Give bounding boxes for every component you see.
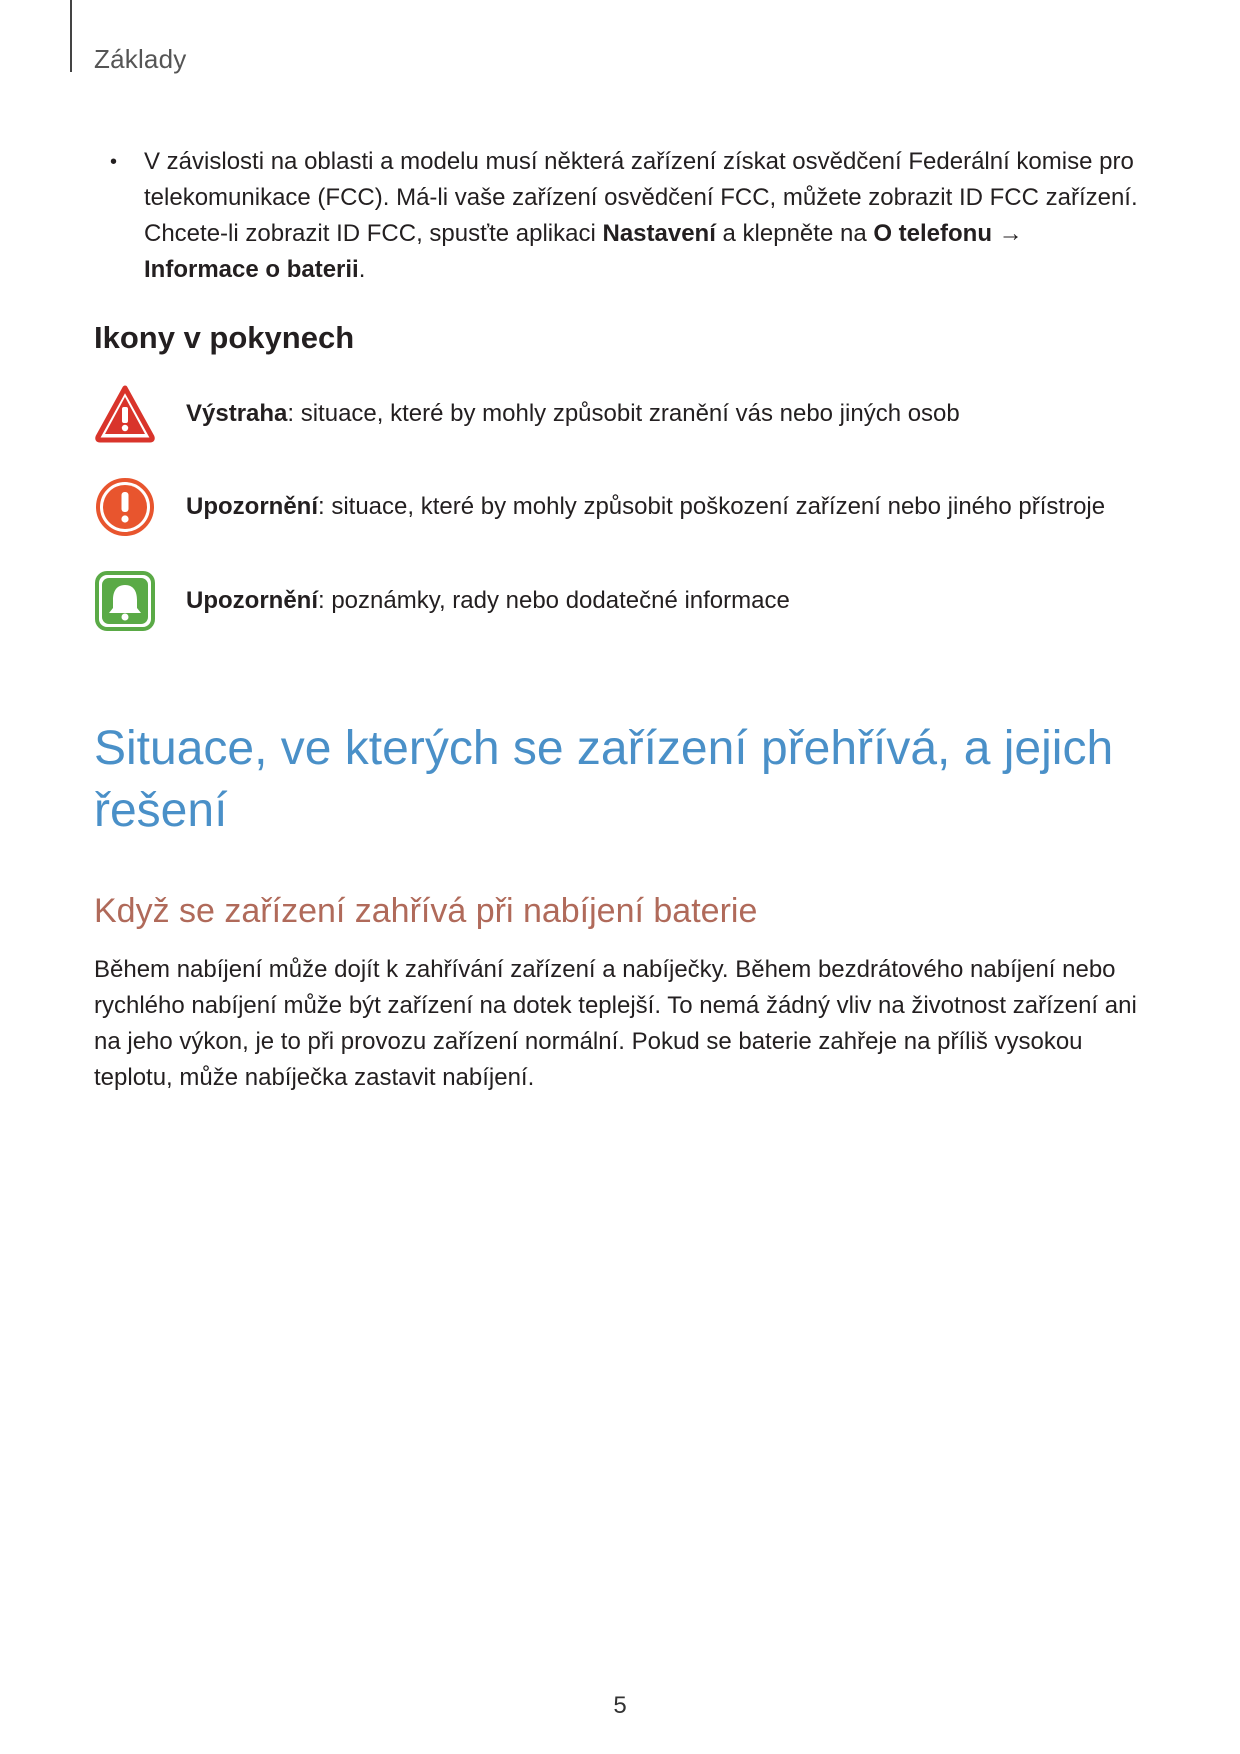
note-about-phone-term: O telefonu	[873, 220, 992, 247]
note-term: Upozornění	[186, 587, 318, 614]
caution-circle-icon	[94, 476, 156, 538]
fcc-note-text	[144, 144, 1144, 288]
body-paragraph: Během nabíjení může dojít k zahřívání zařízení a nabíječky. Během bezdrátového nabíjení nebo rychlého nabíjení může být zařízení na dotek teplejší. To nemá žádný vliv na životnost zařízení ani na jeho výkon, je to při provozu zařízení normální. Pokud se baterie zahřeje na příliš vysokou teplotu, může nabíječka zastavit nabíjení.	[94, 956, 1137, 1091]
subsection-title: Když se zařízení zahřívá při nabíjení baterie	[94, 892, 758, 930]
note-description: : poznámky, rady nebo dodatečné informace	[318, 587, 790, 614]
note-text-1: V závislosti na oblasti a modelu musí některá zařízení získat osvědčení Federální komise pro telekomunikace (FCC). Má-li vaše zařízení osvědčení FCC, můžete zobrazit ID FCC zařízení. Chcete-li zobrazit ID FCC, spusťte aplikaci	[144, 148, 1138, 247]
caution-term: Upozornění	[186, 493, 318, 520]
icon-row-warning	[94, 382, 1154, 446]
fcc-note	[104, 144, 1144, 288]
warning-description: : situace, které by mohly způsobit zranění vás nebo jiných osob	[287, 400, 960, 427]
note-label	[186, 587, 790, 615]
section-title: Situace, ve kterých se zařízení přehřívá, a jejich řešení	[94, 722, 1114, 837]
caution-label	[186, 493, 1105, 521]
note-arrow: →	[992, 220, 1023, 247]
note-text-3: .	[358, 256, 366, 283]
icons-heading: Ikony v pokynech	[94, 320, 355, 355]
header-rule	[70, 0, 72, 72]
header-section-title: Základy	[94, 44, 187, 74]
icon-row-caution	[94, 475, 1154, 539]
note-battery-info-term: Informace o baterii	[144, 256, 359, 283]
note-settings-term: Nastavení	[602, 220, 716, 247]
caution-description: : situace, které by mohly způsobit poškození zařízení nebo jiného přístroje	[318, 493, 1106, 520]
warning-triangle-icon	[94, 383, 156, 445]
warning-term: Výstraha	[186, 400, 288, 427]
note-text-2: a klepněte na	[715, 220, 874, 247]
warning-label	[186, 400, 960, 428]
note-bell-icon	[94, 570, 156, 632]
page-number: 5	[613, 1692, 627, 1719]
icon-row-note	[94, 569, 1154, 633]
bullet: •	[110, 151, 118, 173]
